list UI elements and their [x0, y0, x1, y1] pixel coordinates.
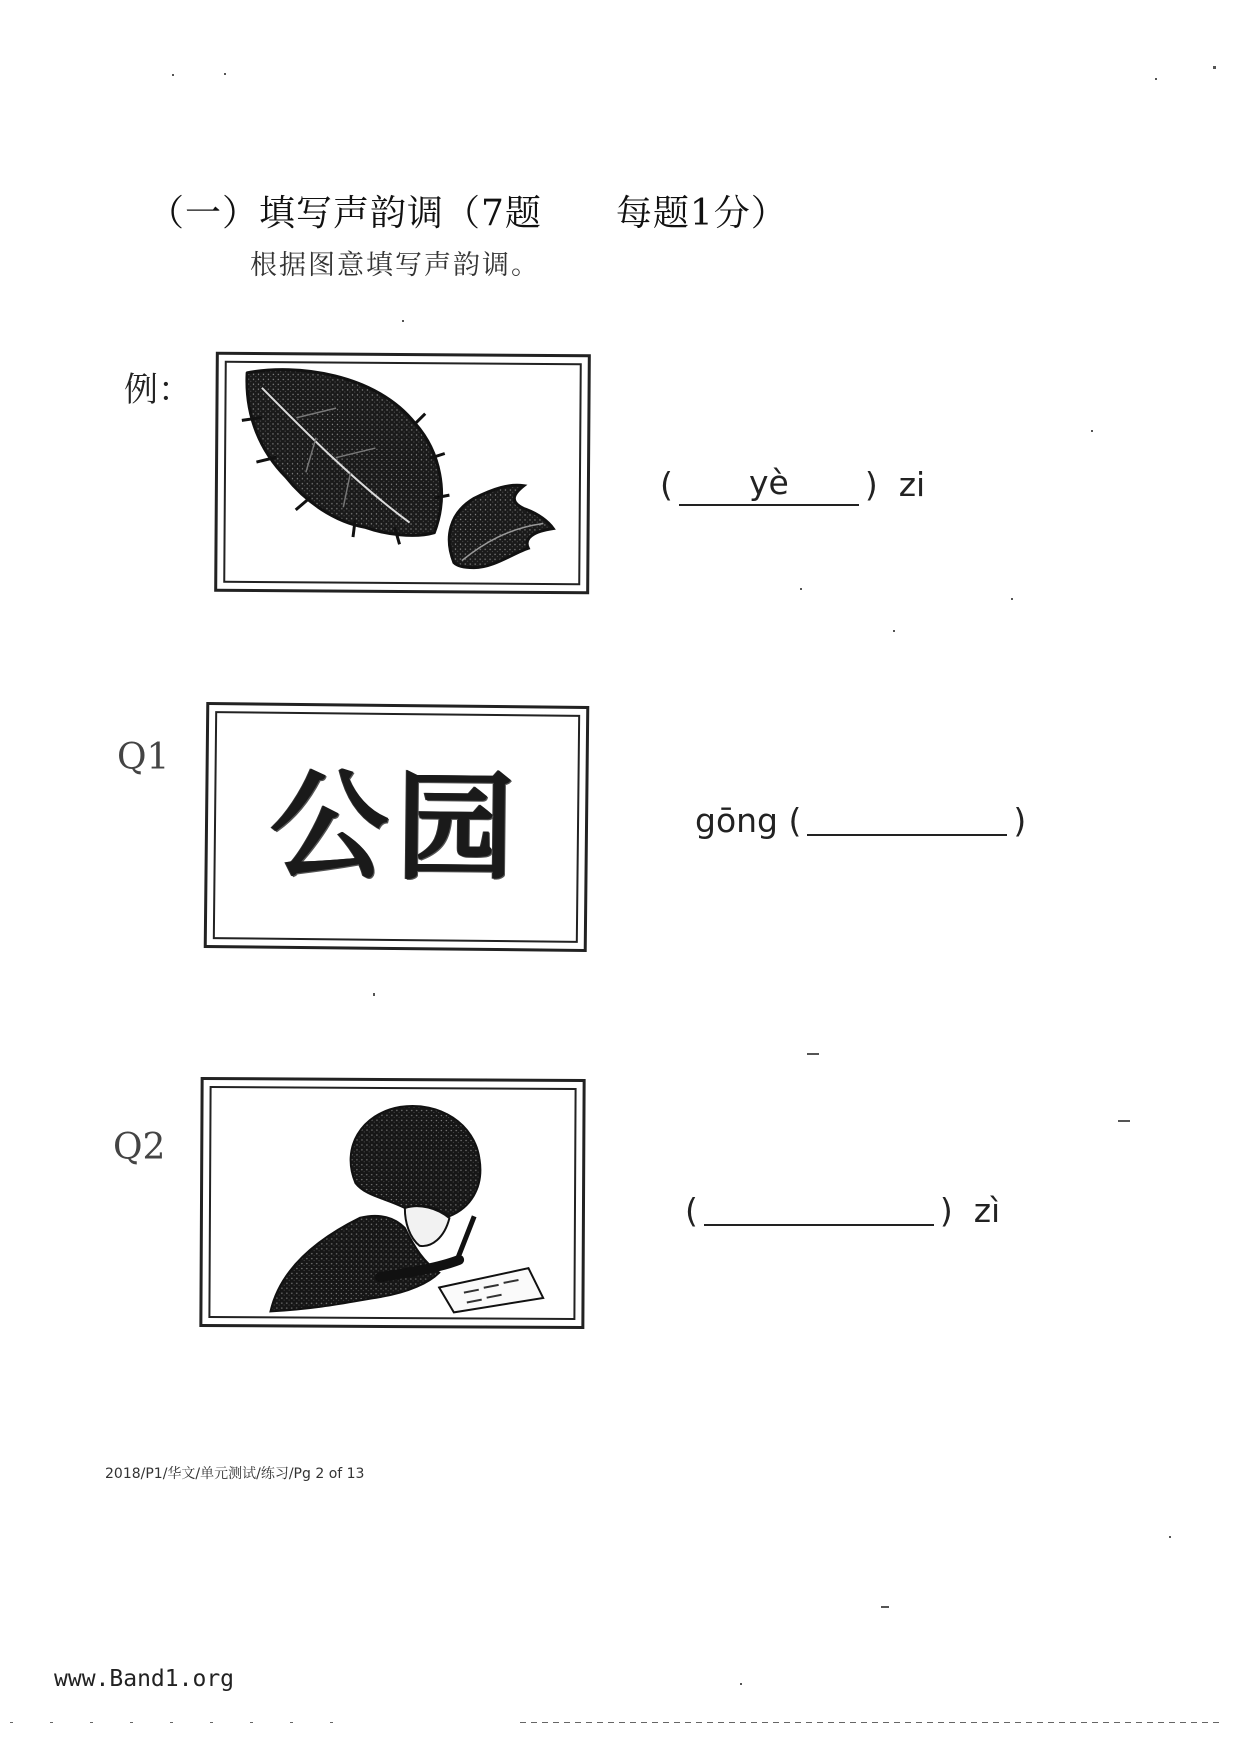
q2-answer-blank[interactable]: [704, 1194, 934, 1226]
q2-picture-frame: [199, 1077, 585, 1329]
footer-site-url: www.Band1.org: [54, 1666, 235, 1692]
child-writing-picture: [210, 1088, 574, 1318]
section-title: （一）填写声韵调（7题 每题1分）: [148, 193, 788, 234]
q1-label: Q1: [117, 737, 170, 778]
big-leaf-shape: [241, 369, 450, 544]
paper-shape: [439, 1268, 543, 1313]
q2-answer: [685, 1190, 1000, 1230]
q1-answer: [695, 800, 1026, 840]
example-label: 例：: [124, 370, 192, 410]
example-picture-frame: [214, 352, 591, 595]
example-answer: [660, 465, 925, 504]
child-hair-shape: [350, 1106, 480, 1217]
q1-answer-prefix: gōng (: [695, 801, 802, 840]
q1-answer-suffix: ): [1013, 801, 1027, 840]
section-instruction: 根据图意填写声韵调。: [250, 250, 540, 281]
q2-label: Q2: [113, 1127, 166, 1168]
small-leaf-shape: [449, 485, 553, 568]
leaves-picture: [225, 363, 580, 583]
example-answer-blank: yè: [679, 474, 859, 506]
q1-picture-frame: [204, 702, 590, 952]
q1-picture-text: 公园: [269, 756, 524, 898]
footer-page-code: 2018/P1/华文/单元测试/练习/Pg 2 of 13: [105, 1466, 365, 1482]
q1-answer-blank[interactable]: [807, 804, 1007, 836]
example-answer-prefix: (: [660, 465, 673, 504]
q2-answer-prefix: (: [685, 1191, 698, 1230]
q2-answer-suffix: ) zì: [939, 1191, 1001, 1230]
example-answer-suffix: ) zi: [864, 465, 926, 504]
